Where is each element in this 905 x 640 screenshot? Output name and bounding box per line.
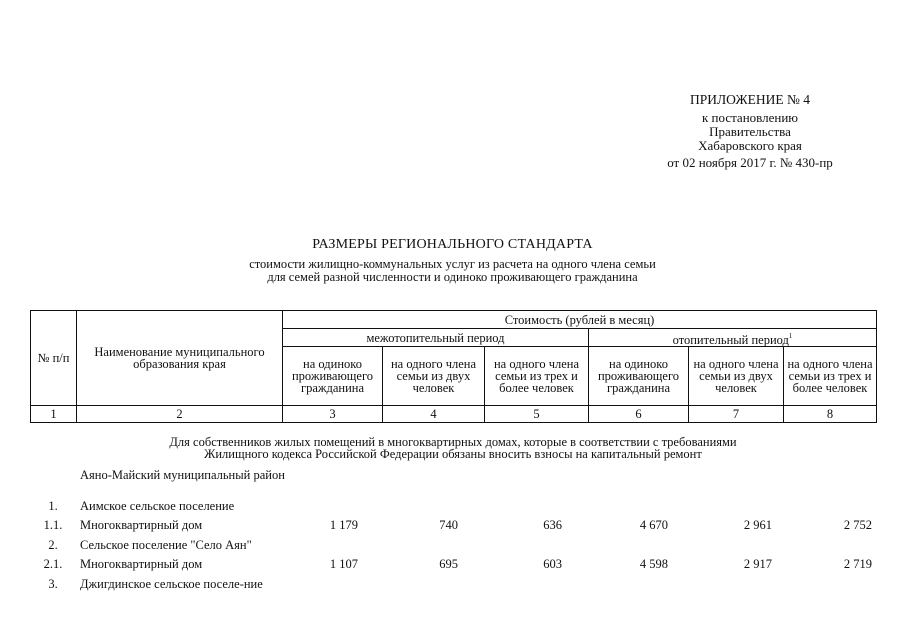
row-name: Аимское сельское поселение bbox=[80, 499, 235, 513]
header-col-name: Наименование муниципального образования края bbox=[77, 311, 283, 406]
row-number: 2. bbox=[48, 538, 58, 552]
column-number: 2 bbox=[77, 406, 283, 423]
header-cost: Стоимость (рублей в месяц) bbox=[283, 311, 877, 329]
row-value: 1 179 bbox=[329, 518, 358, 532]
row-name: Аяно-Майский муниципальный район bbox=[80, 468, 285, 482]
document-subtitle: для семей разной численности и одиноко проживающего гражданина bbox=[267, 270, 638, 284]
row-number: 3. bbox=[48, 577, 58, 591]
header-col-number: № п/п bbox=[31, 311, 77, 406]
row-value: 2 752 bbox=[843, 518, 872, 532]
row-name: Многоквартирный дом bbox=[80, 518, 203, 532]
row-value: 2 961 bbox=[743, 518, 772, 532]
header-sub-three: на одного члена семьи из трех и более человек bbox=[784, 347, 877, 406]
row-number: 2.1. bbox=[43, 557, 63, 571]
row-value: 740 bbox=[439, 518, 458, 532]
footnote-marker: 1 bbox=[788, 331, 793, 340]
standards-table-header bbox=[30, 310, 877, 423]
row-name: Многоквартирный дом bbox=[80, 557, 203, 571]
header-sub-single: на одиноко проживающего гражданина bbox=[589, 347, 689, 406]
appendix-date: от 02 ноября 2017 г. № 430-пр bbox=[667, 155, 833, 170]
section-heading: Для собственников жилых помещений в многоквартирных домах, которые в соответствии с требованиями bbox=[169, 435, 737, 449]
appendix-title: ПРИЛОЖЕНИЕ № 4 bbox=[689, 92, 811, 107]
header-sub-two: на одного члена семьи из двух человек bbox=[689, 347, 784, 406]
appendix-line: Хабаровского края bbox=[698, 138, 802, 153]
row-value: 2 719 bbox=[843, 557, 872, 571]
row-value: 2 917 bbox=[743, 557, 772, 571]
header-sub-three: на одного члена семьи из трех и более человек bbox=[485, 347, 589, 406]
row-value: 4 598 bbox=[639, 557, 668, 571]
header-sub-single: на одиноко проживающего гражданина bbox=[283, 347, 383, 406]
row-value: 1 107 bbox=[329, 557, 358, 571]
column-number: 5 bbox=[485, 406, 589, 423]
column-number: 6 bbox=[589, 406, 689, 423]
section-heading: Жилищного кодекса Российской Федерации обязаны вносить взносы на капитальный ремонт bbox=[204, 447, 702, 461]
appendix-line: к постановлению bbox=[701, 110, 799, 125]
header-period-interheating: межотопительный период bbox=[283, 329, 589, 347]
column-number: 8 bbox=[784, 406, 877, 423]
row-number: 1. bbox=[48, 499, 58, 513]
appendix-line: Правительства bbox=[709, 124, 791, 139]
header-sub-two: на одного члена семьи из двух человек bbox=[383, 347, 485, 406]
column-number: 1 bbox=[31, 406, 77, 423]
column-number: 4 bbox=[383, 406, 485, 423]
row-value: 636 bbox=[543, 518, 562, 532]
row-value: 4 670 bbox=[639, 518, 668, 532]
row-name: Сельское поселение "Село Аян" bbox=[80, 538, 252, 552]
header-period-heating bbox=[589, 329, 877, 347]
column-number: 3 bbox=[283, 406, 383, 423]
row-value: 603 bbox=[543, 557, 562, 571]
row-value: 695 bbox=[439, 557, 458, 571]
column-number: 7 bbox=[689, 406, 784, 423]
header-period-heating-label: отопительный период bbox=[672, 332, 789, 347]
document-subtitle: стоимости жилищно-коммунальных услуг из расчета на одного члена семьи bbox=[249, 257, 656, 271]
row-number: 1.1. bbox=[43, 518, 63, 532]
row-name: Джигдинское сельское поселе-ние bbox=[80, 577, 263, 591]
document-title: РАЗМЕРЫ РЕГИОНАЛЬНОГО СТАНДАРТА bbox=[312, 237, 593, 252]
